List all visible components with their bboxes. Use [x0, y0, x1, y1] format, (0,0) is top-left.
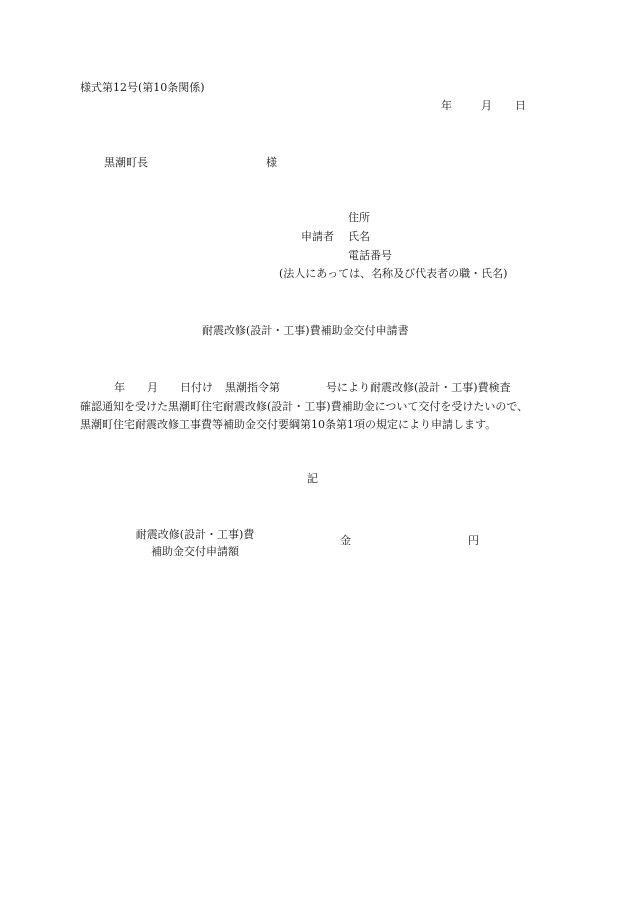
amount-prefix: 金: [340, 534, 351, 547]
phone-label: 電話番号: [348, 249, 392, 262]
addressee-honorific: 様: [266, 156, 277, 169]
date-line: [441, 99, 526, 113]
body-line-3: 黒潮町住宅耐震改修工事費等補助金交付要綱第10条第1項の規定により申請します。: [80, 418, 497, 431]
addressee-title: 黒潮町長: [104, 156, 148, 169]
body-line-1: [80, 379, 555, 398]
body-ref: 黒潮指令第: [225, 381, 280, 394]
corporation-note: (法人にあっては、名称及び代表者の職・氏名): [279, 267, 508, 280]
date-month: 月: [481, 99, 492, 112]
amount-unit: 円: [468, 534, 479, 547]
body-paragraph: [80, 379, 555, 435]
body-day: 日付け: [180, 381, 213, 394]
date-year: 年: [441, 99, 452, 112]
amount-label: [130, 526, 260, 560]
document-title: 耐震改修(設計・工事)費補助金交付申請書: [202, 324, 409, 337]
body-year: 年: [114, 381, 125, 394]
amount-label-line-1: 耐震改修(設計・工事)費: [135, 528, 255, 541]
body-line-2: 確認通知を受けた黒潮町住宅耐震改修(設計・工事)費補助金について交付を受けたいので、: [80, 399, 529, 413]
body-line1-rest: 号により耐震改修(設計・工事)費検査: [326, 381, 511, 394]
amount-label-line-2: 補助金交付申請額: [151, 545, 239, 558]
name-label: 氏名: [348, 230, 370, 243]
address-label: 住所: [348, 211, 370, 224]
body-month: 月: [147, 381, 158, 394]
date-day: 日: [515, 99, 526, 112]
form-number-label: 様式第12号(第10条関係): [80, 81, 205, 94]
ki-marker: 記: [307, 472, 318, 485]
applicant-label: 申請者: [301, 230, 334, 243]
addressee: [104, 156, 277, 170]
